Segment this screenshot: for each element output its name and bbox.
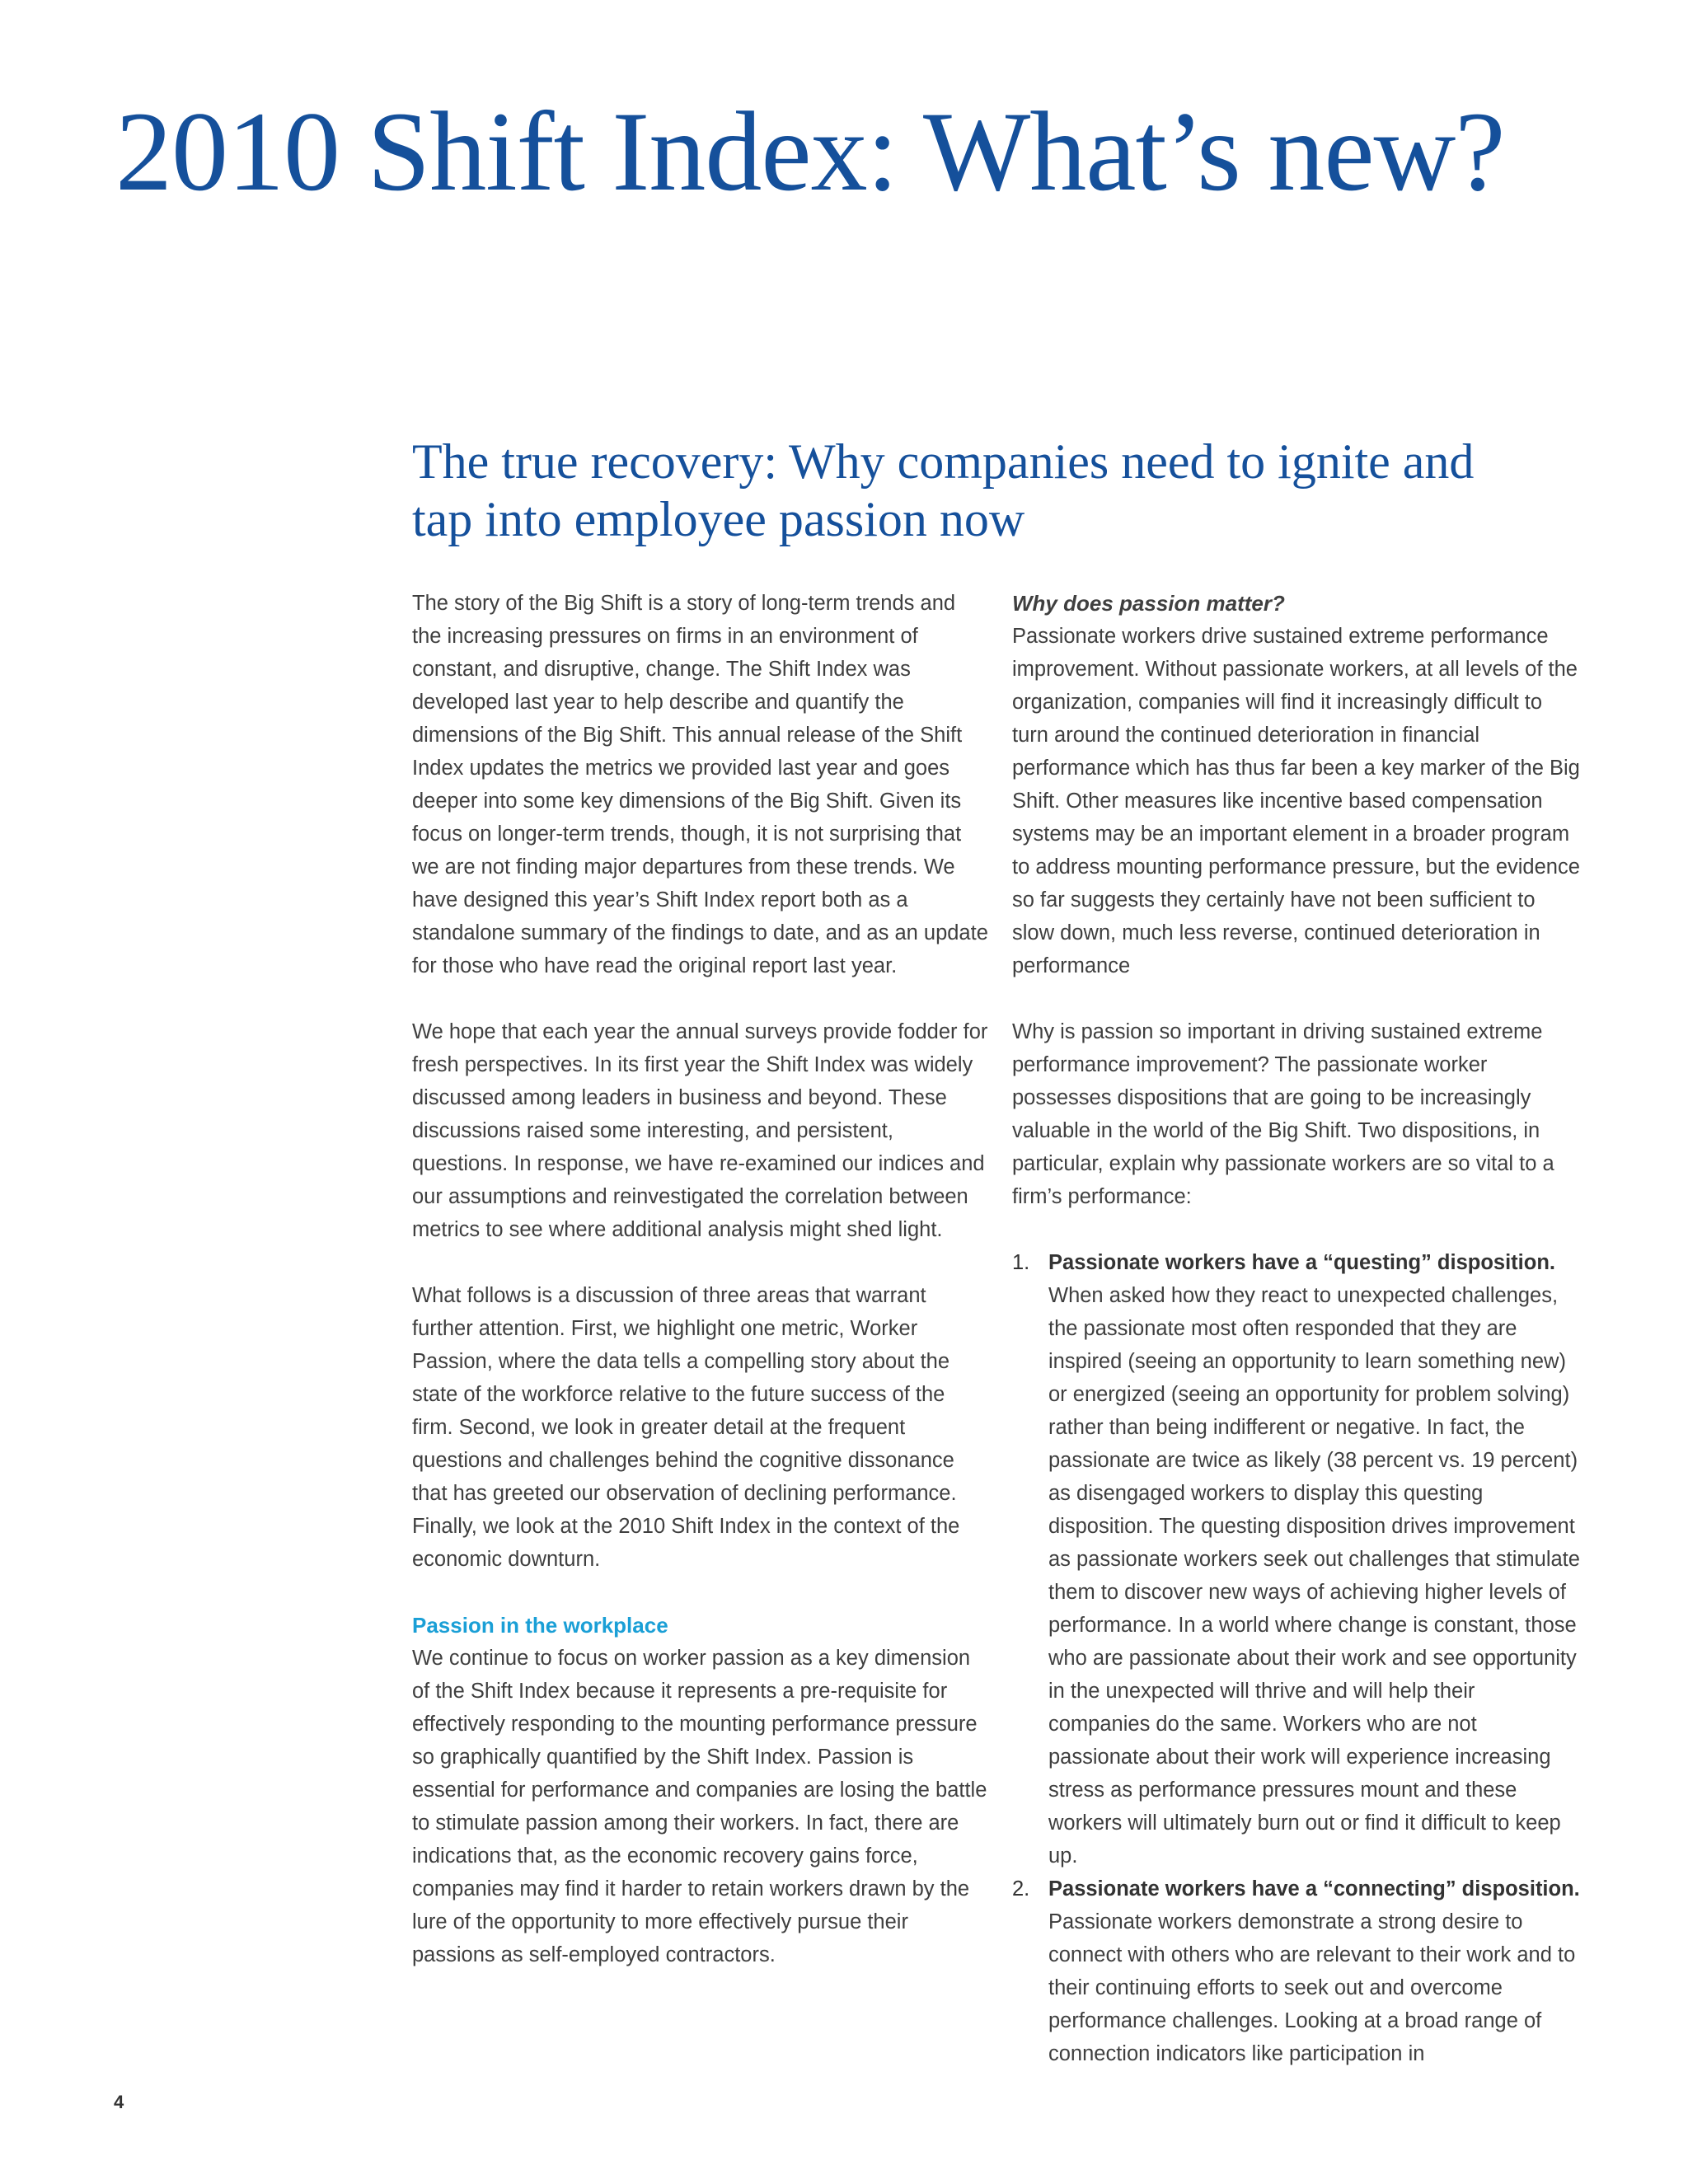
page-title: 2010 Shift Index: What’s new? (115, 88, 1505, 214)
page-number: 4 (114, 2092, 124, 2112)
intro-paragraph: The story of the Big Shift is a story of long-term trends and the increasing pressures on firms in an environment of constant, and disruptive, change. The Shift Index was developed last year to help describe and quantify the dimensions of the Big Shift. This annual release of the Shift Index updates the metrics we provided last year and goes deeper into some key dimensions of the Big Shift. Given its focus on longer-term trends, though, it is not surprising that we are not finding major departures from these trends. We have designed this year’s Shift Index report both as a standalone summary of the findings to date, and as an update for those who have read the original report last year. (412, 592, 988, 977)
body-paragraph: What follows is a discussion of three areas that warrant further attention. First, we highlight one metric, Worker Passion, where the data tells a compelling story about the state of the workforce relative to the future success of the firm. Second, we look in greater detail at the frequent questions and challenges behind the cognitive dissonance that has greeted our observation of declining performance. Finally, we look at the 2010 Shift Index in the context of the economic downturn. (412, 1284, 960, 1571)
list-item-lead: Passionate workers have a “questing” disposition. (1048, 1251, 1556, 1274)
list-item (1012, 1872, 1581, 2070)
section-paragraph: We continue to focus on worker passion as a key dimension of the Shift Index because it represents a pre-requisite for effectively responding to the mounting performance pressure so graphically quantified by the Shift Index. Passion is essential for performance and companies are losing the battle to stimulate passion among their workers. In fact, there are indications that, as the economic recovery gains force, companies may find it harder to retain workers drawn by the lure of the opportunity to more effectively pursue their passions as self-employed contractors. (412, 1647, 987, 1966)
question-heading: Why does passion matter? (1012, 591, 1285, 616)
list-item-text: Passionate workers demonstrate a strong desire to connect with others who are relevant to their work and to their continuing efforts to seek out and overcome performance challenges. Looking at a broad range of connection indicators like participation in (1048, 1910, 1576, 2065)
body-paragraph: Why is passion so important in driving sustained extreme performance improvement? The passionate worker possesses dispositions that are going to be increasingly valuable in the world of the Big Shift. Two dispositions, in particular, explain why passionate workers are so vital to a firm’s performance: (1012, 1020, 1554, 1208)
list-item (1012, 1246, 1581, 1872)
left-column (412, 587, 989, 2004)
section-heading: Passion in the workplace (412, 1613, 668, 1638)
body-paragraph: We hope that each year the annual surveys provide fodder for fresh perspectives. In its first year the Shift Index was widely discussed among leaders in business and beyond. These discussions raised some interesting, and persistent, questions. In response, we have re-examined our indices and our assumptions and reinvestigated the correlation between metrics to see where additional analysis might shed light. (412, 1020, 988, 1241)
list-item-lead: Passionate workers have a “connecting” disposition. (1048, 1877, 1580, 1900)
list-item-number: 2. (1012, 1877, 1030, 1900)
list-item-number: 1. (1012, 1251, 1030, 1274)
article-title: The true recovery: Why companies need to ignite and tap into employee passion now (412, 434, 1475, 546)
dispositions-list (1012, 1246, 1581, 2070)
body-paragraph: Passionate workers drive sustained extreme performance improvement. Without passionate workers, at all levels of the organization, companies will find it increasingly difficult to turn around the continued deterioration in financial performance which has thus far been a key marker of the Big Shift. Other measures like incentive based compensation systems may be an important element in a broader program to address mounting performance pressure, but the evidence so far suggests they certainly have not been sufficient to slow down, much less reverse, continued deterioration in performance (1012, 625, 1580, 977)
list-item-text: When asked how they react to unexpected challenges, the passionate most often responded that they are inspired (seeing an opportunity to learn something new) or energized (seeing an opportunity for problem solving) rather than being indifferent or negative. In fact, the passionate are twice as likely (38 percent vs. 19 percent) as disengaged workers to display this questing disposition. The questing disposition drives improvement as passionate workers seek out challenges that stimulate them to discover new ways of achieving higher levels of performance. In a world where change is constant, those who are passionate about their work and see opportunity in the unexpected will thrive and will help their companies do the same. Workers who are not passionate about their work will experience increasing stress as performance pressures mount and these workers will ultimately burn out or find it difficult to keep up. (1048, 1284, 1580, 1868)
right-column (1012, 587, 1581, 2070)
